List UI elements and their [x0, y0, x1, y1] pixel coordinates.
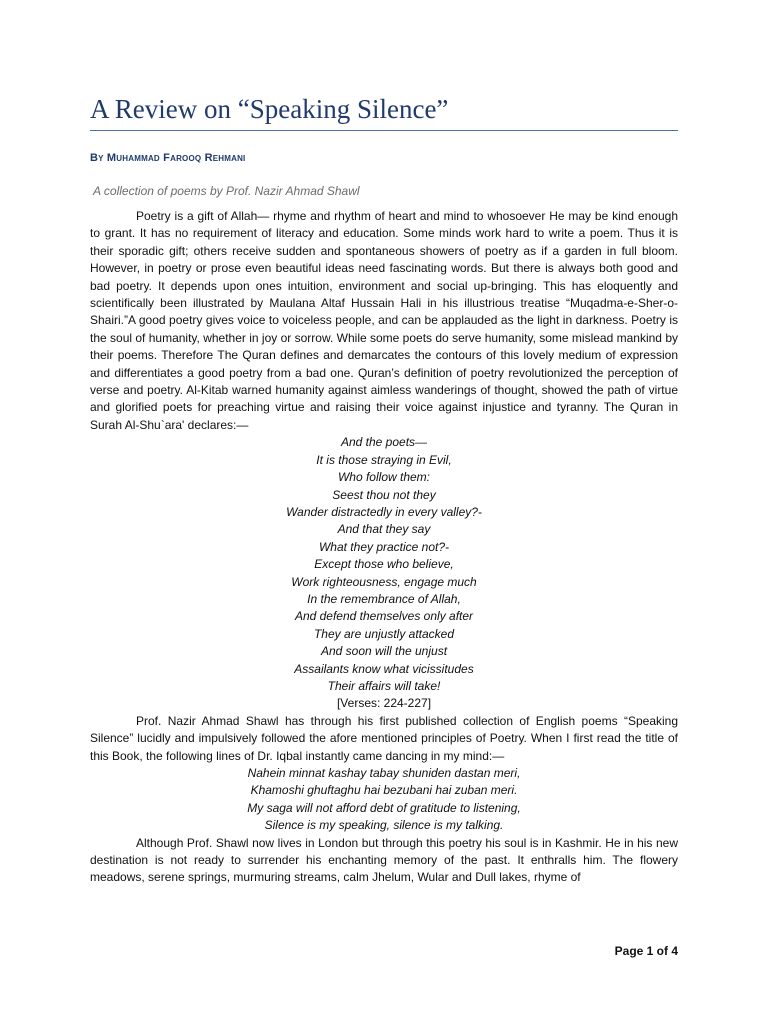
paragraph-intro: Poetry is a gift of Allah— rhyme and rhythm of heart and mind to whosoever He may be kind enough to grant. It has no requirement of literacy and education. Some minds work hard to write a poem. Thus it is their sporadic gift; others receive sudden and spontaneous showers of poetry as if a garden in full bloom. However, in poetry or prose even beautiful ideas need fascinating words. But there is always both good and bad poetry. It depends upon ones intuition, environment and social up-bringing. This has eloquently and scientifically been illustrated by Maulana Altaf Hussain Hali in his illustrious treatise “Muqadma-e-Sher-o-Shairi.”A good poetry gives voice to voiceless people, and can be applauded as the light in darkness. Poetry is the soul of humanity, whether in joy or sorrow. While some poets do serve humanity, some mislead mankind by their poems. Therefore The Quran defines and demarcates the contours of this lovely medium of expression and differentiates a good poetry from a bad one. Quran’s definition of poetry revolutionized the perception of verse and poetry. Al-Kitab warned humanity against aimless wanderings of thought, showed the path of virtue and glorified poets for preaching virtue and raising their voice against injustice and tyranny. The Quran in Surah Al-Shu`ara' declares:—: [90, 209, 678, 432]
verse-line: What they practice not?-: [318, 539, 450, 554]
verse-line: My saga will not afford debt of gratitude to listening,: [247, 800, 521, 815]
verse-line: Silence is my speaking, silence is my talking.: [264, 818, 504, 833]
paragraph-review: Prof. Nazir Ahmad Shawl has through his first published collection of English poems “Speaking Silence” lucidly and impulsively followed the afore mentioned principles of Poetry. When I first read the title of this Book, the following lines of Dr. Iqbal instantly came dancing in my mind:—: [90, 713, 678, 763]
document-title: A Review on “Speaking Silence”: [90, 94, 449, 124]
paragraph-kashmir: Although Prof. Shawl now lives in London but through this poetry his soul is in Kashmir. He in his new destination is not ready to surrender his enchanting memory of the past. It enthralls him. The flowery meadows, serene springs, murmuring streams, calm Jhelum, Wular and Dull lakes, rhyme of: [90, 835, 678, 885]
iqbal-verse-block: [90, 765, 678, 835]
verse-line: Who follow them:: [337, 470, 431, 485]
quran-verse-block: [90, 434, 678, 713]
title-divider: [90, 130, 678, 131]
verse-line: Wander distractedly in every valley?-: [286, 504, 482, 519]
verse-line: It is those straying in Evil,: [316, 452, 452, 467]
verse-line: And defend themselves only after: [294, 609, 474, 624]
verse-line: And that they say: [337, 522, 431, 537]
document-body: [90, 208, 678, 887]
document-page: [90, 0, 678, 1024]
verse-line: In the remembrance of Allah,: [307, 591, 461, 606]
verse-citation: [Verses: 224-227]: [336, 696, 432, 711]
verse-line: Except those who believe,: [314, 557, 454, 572]
verse-line: And soon will the unjust: [320, 644, 448, 659]
verse-line: Work righteousness, engage much: [291, 574, 477, 589]
verse-line: Their affairs will take!: [327, 678, 441, 693]
verse-line: Khamoshi ghuftaghu hai bezubani hai zuban meri.: [250, 783, 518, 798]
author-byline: By Muhammad Farooq Rehmani: [90, 152, 246, 164]
verse-line: And the poets—: [340, 435, 428, 450]
page-number: Page 1 of 4: [614, 944, 678, 958]
verse-line: They are unjustly attacked: [313, 626, 455, 641]
verse-line: Assailants know what vicissitudes: [294, 661, 474, 676]
verse-line: Nahein minnat kashay tabay shuniden dastan meri,: [247, 766, 521, 780]
document-subtitle: A collection of poems by Prof. Nazir Ahmad Shawl: [93, 184, 360, 198]
verse-line: Seest thou not they: [332, 487, 436, 502]
